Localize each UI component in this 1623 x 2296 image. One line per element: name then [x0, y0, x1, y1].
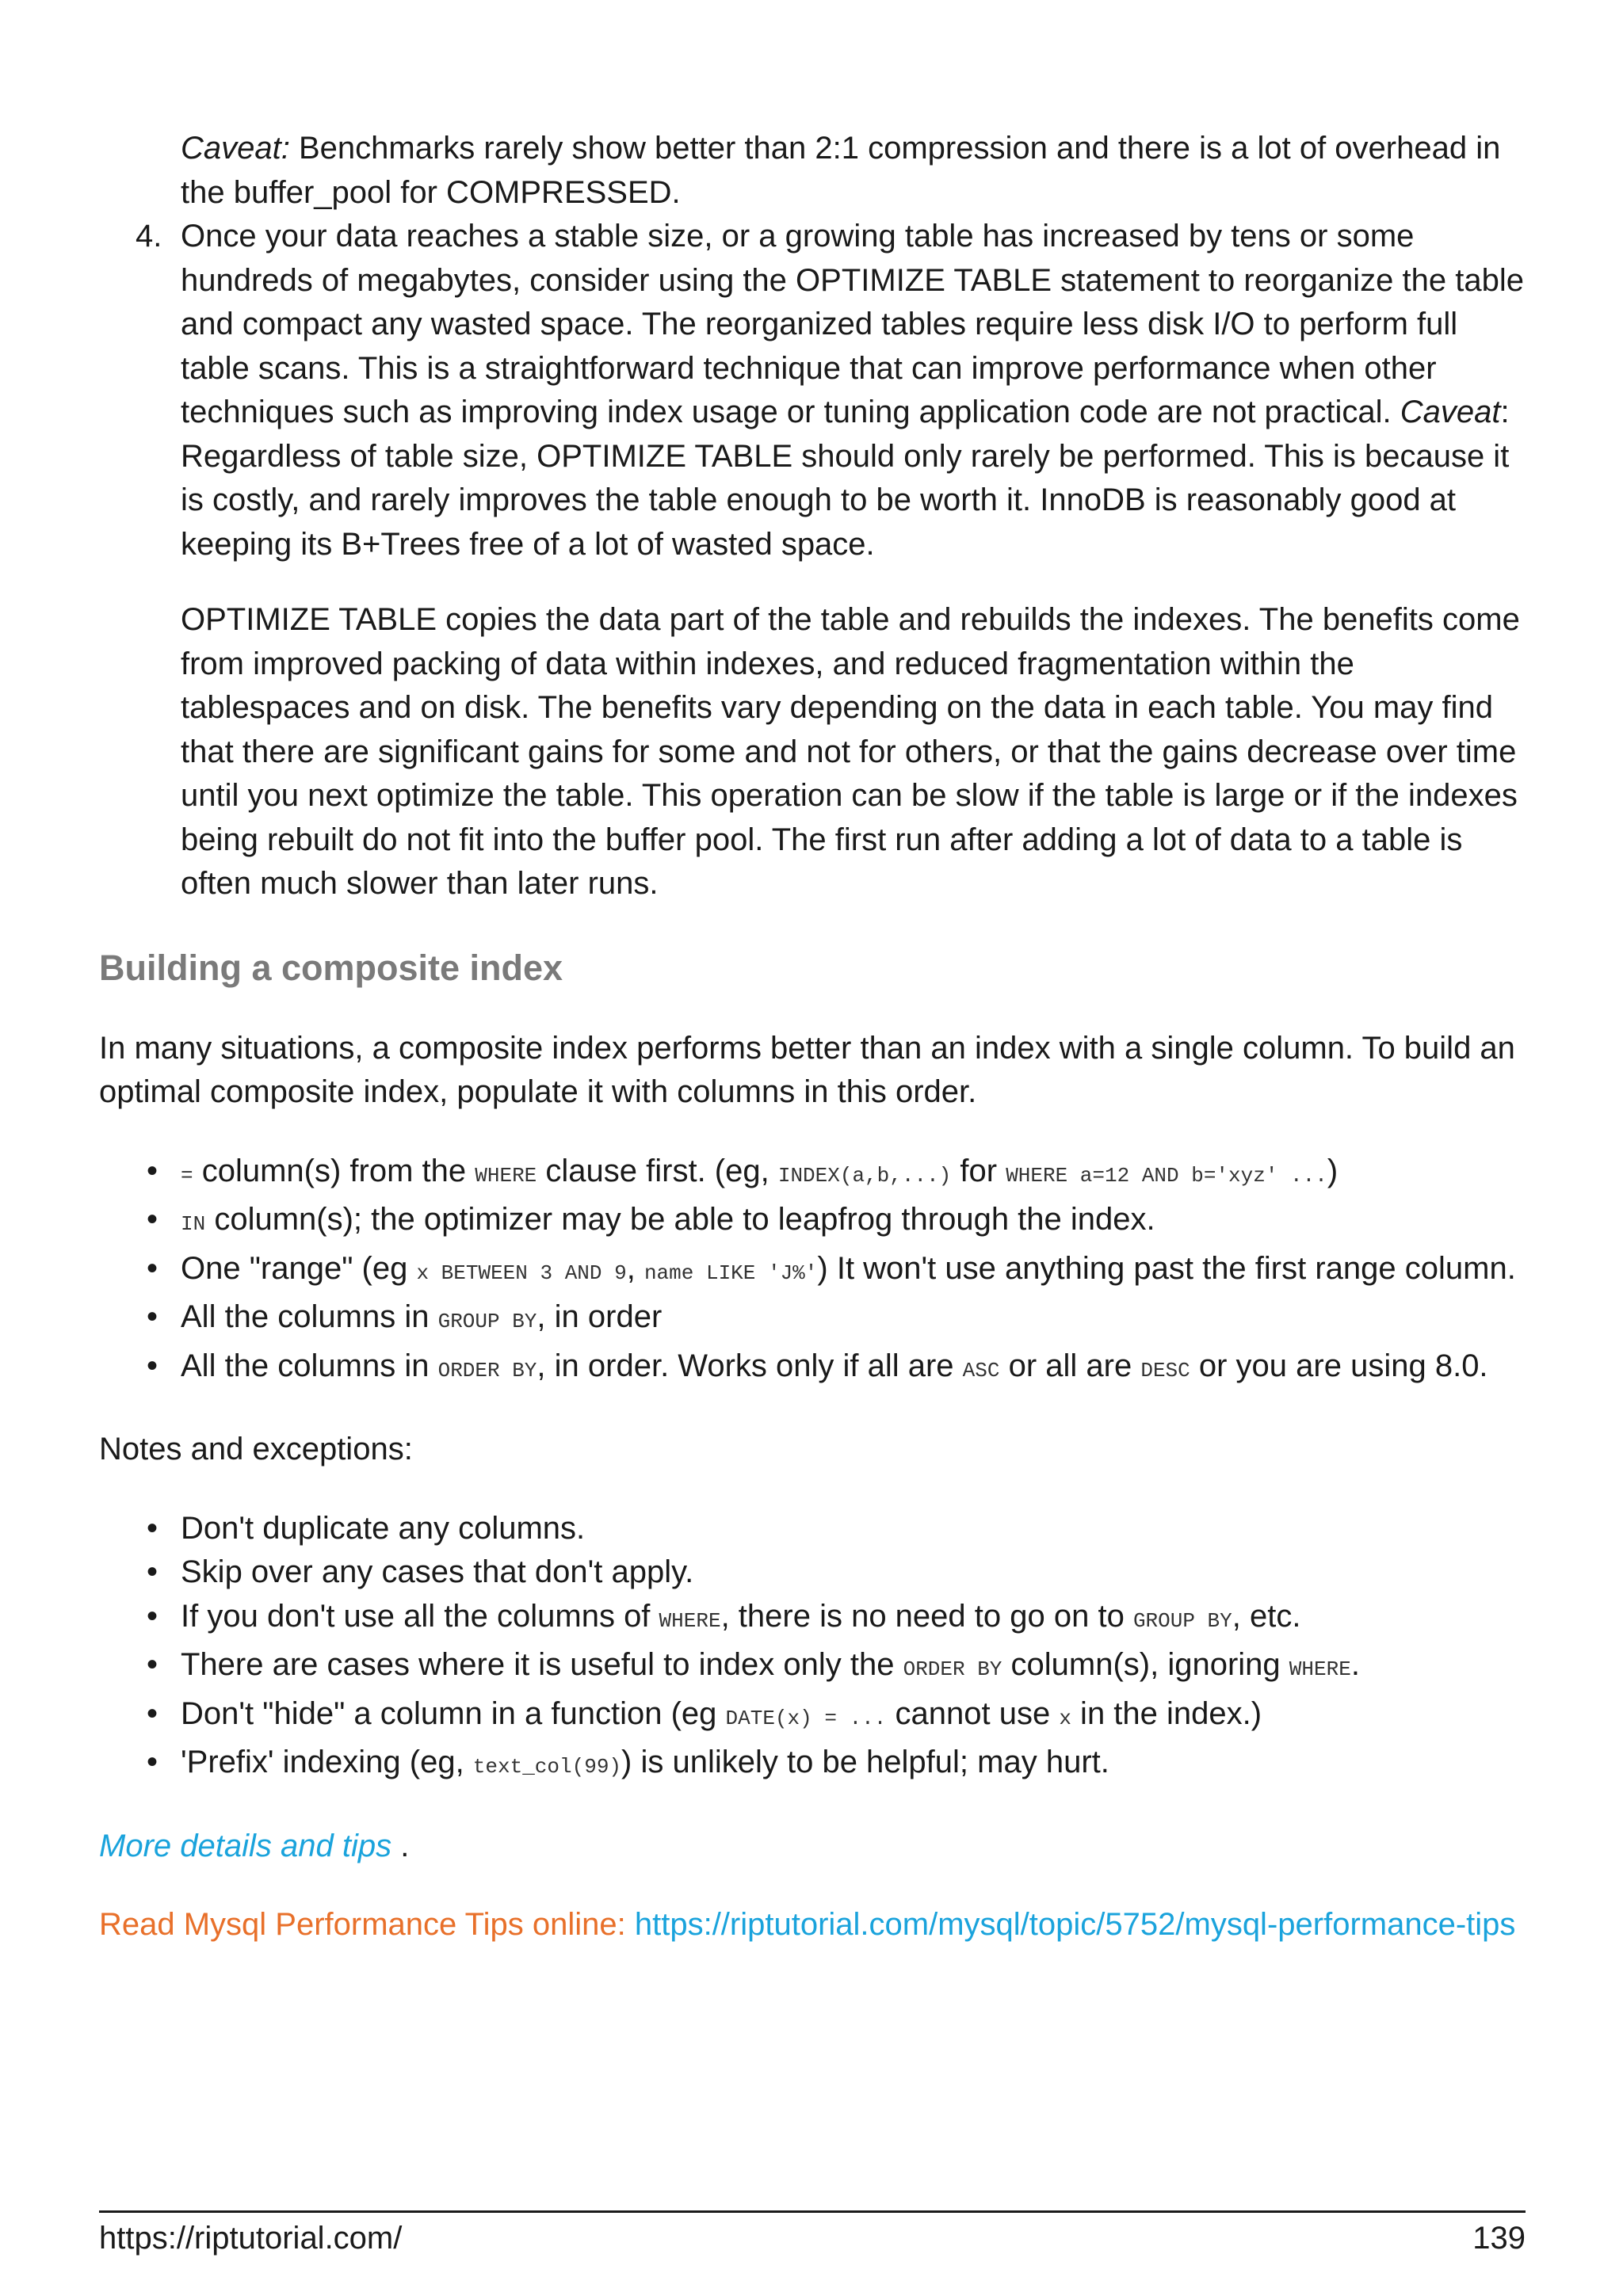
page-number: 139: [1472, 2221, 1526, 2256]
bullet-icon: •: [147, 1647, 158, 1682]
read-online-line: [99, 1903, 1526, 1947]
list-item: • If you don't use all the columns of WHERE, there is no need to go on to GROUP BY, etc.: [181, 1595, 1526, 1644]
section-heading: Building a composite index: [99, 947, 563, 988]
bullet-icon: •: [147, 1250, 158, 1286]
footer-divider: [99, 2210, 1526, 2213]
bullet-icon: •: [147, 1510, 158, 1546]
bullet-icon: •: [147, 1554, 158, 1589]
bullet-icon: •: [147, 1695, 158, 1731]
bullet-icon: •: [147, 1348, 158, 1383]
caveat-label: Caveat: [1400, 395, 1501, 429]
caveat-paragraph: [181, 127, 1526, 215]
bullet-icon: •: [147, 1598, 158, 1634]
list-number: 4.: [136, 219, 162, 254]
caveat-text: Benchmarks rarely show better than 2:1 compression and there is a lot of overhead in the buffer_pool for COMPRESSED.: [181, 131, 1501, 210]
list-item-4: [136, 215, 1526, 906]
topic-url-link[interactable]: https://riptutorial.com/mysql/topic/5752/mysql-performance-tips: [634, 1907, 1516, 1942]
list-item: • Don't "hide" a column in a function (eg DATE(x) = ... cannot use x in the index.): [181, 1692, 1526, 1741]
notes-label: Notes and exceptions:: [99, 1432, 413, 1466]
page-content: [99, 127, 1526, 1947]
notes-list: [99, 1507, 1526, 1790]
bullet-icon: •: [147, 1745, 158, 1779]
more-details-link[interactable]: More details and tips: [99, 1828, 392, 1863]
bullet-icon: •: [147, 1153, 158, 1188]
list-item: • All the columns in GROUP BY, in order: [181, 1295, 1526, 1344]
intro-paragraph: In many situations, a composite index performs better than an index with a single column. To build an optimal composite index, populate it with columns in this order.: [99, 1030, 1515, 1109]
caveat-label: Caveat:: [181, 131, 290, 166]
page-footer: [99, 2217, 1526, 2260]
bullet-icon: •: [147, 1202, 158, 1237]
list-item: • 'Prefix' indexing (eg, text_col(99)) is unlikely to be helpful; may hurt.: [181, 1741, 1526, 1790]
optimize-details-paragraph: OPTIMIZE TABLE copies the data part of the table and rebuilds the indexes. The benefits come from improved packing of data within indexes, and reduced fragmentation within the tablespaces and on disk. The benefits vary depending on the data in each table. You may find that there are significant gains for some and not for others, or that the gains decrease over time until you next optimize the table. This operation can be slow if the table is large or if the indexes being rebuilt do not fit into the buffer pool. The first run after adding a lot of data to a table is often much slower than later runs.: [181, 602, 1520, 901]
more-details-line: More details and tips .: [99, 1828, 410, 1863]
read-online-label: Read Mysql Performance Tips online:: [99, 1907, 635, 1942]
list-item: • = column(s) from the WHERE clause first. (eg, INDEX(a,b,...) for WHERE a=12 AND b='xyz' ...): [181, 1150, 1526, 1199]
optimize-paragraph: Once your data reaches a stable size, or a growing table has increased by tens or some hundreds of megabytes, consider using the OPTIMIZE TABLE statement to reorganize the table and compact any wasted space. The reorganized tables require less disk I/O to perform full table scans. This is a straightforward technique that can improve performance when other techniques such as improving index usage or tuning application code are not practical. Caveat: Regardless of table size, OPTIMIZE TABLE should only rarely be performed. This is because it is costly, and rarely improves the table enough to be worth it. InnoDB is reasonably good at keeping its B+Trees free of a lot of wasted space.: [181, 219, 1524, 562]
list-item: • All the columns in ORDER BY, in order. Works only if all are ASC or all are DESC or you are using 8.0.: [181, 1344, 1526, 1394]
list-item: • One "range" (eg x BETWEEN 3 AND 9, name LIKE 'J%') It won't use anything past the first range column.: [181, 1247, 1526, 1296]
list-item: • Don't duplicate any columns.: [181, 1507, 1526, 1551]
column-order-list: [99, 1150, 1526, 1394]
list-item: • Skip over any cases that don't apply.: [181, 1550, 1526, 1595]
list-item: • There are cases where it is useful to index only the ORDER BY column(s), ignoring WHERE.: [181, 1643, 1526, 1692]
list-item: • IN column(s); the optimizer may be able to leapfrog through the index.: [181, 1198, 1526, 1247]
bullet-icon: •: [147, 1299, 158, 1334]
footer-site-url: https://riptutorial.com/: [99, 2221, 403, 2256]
